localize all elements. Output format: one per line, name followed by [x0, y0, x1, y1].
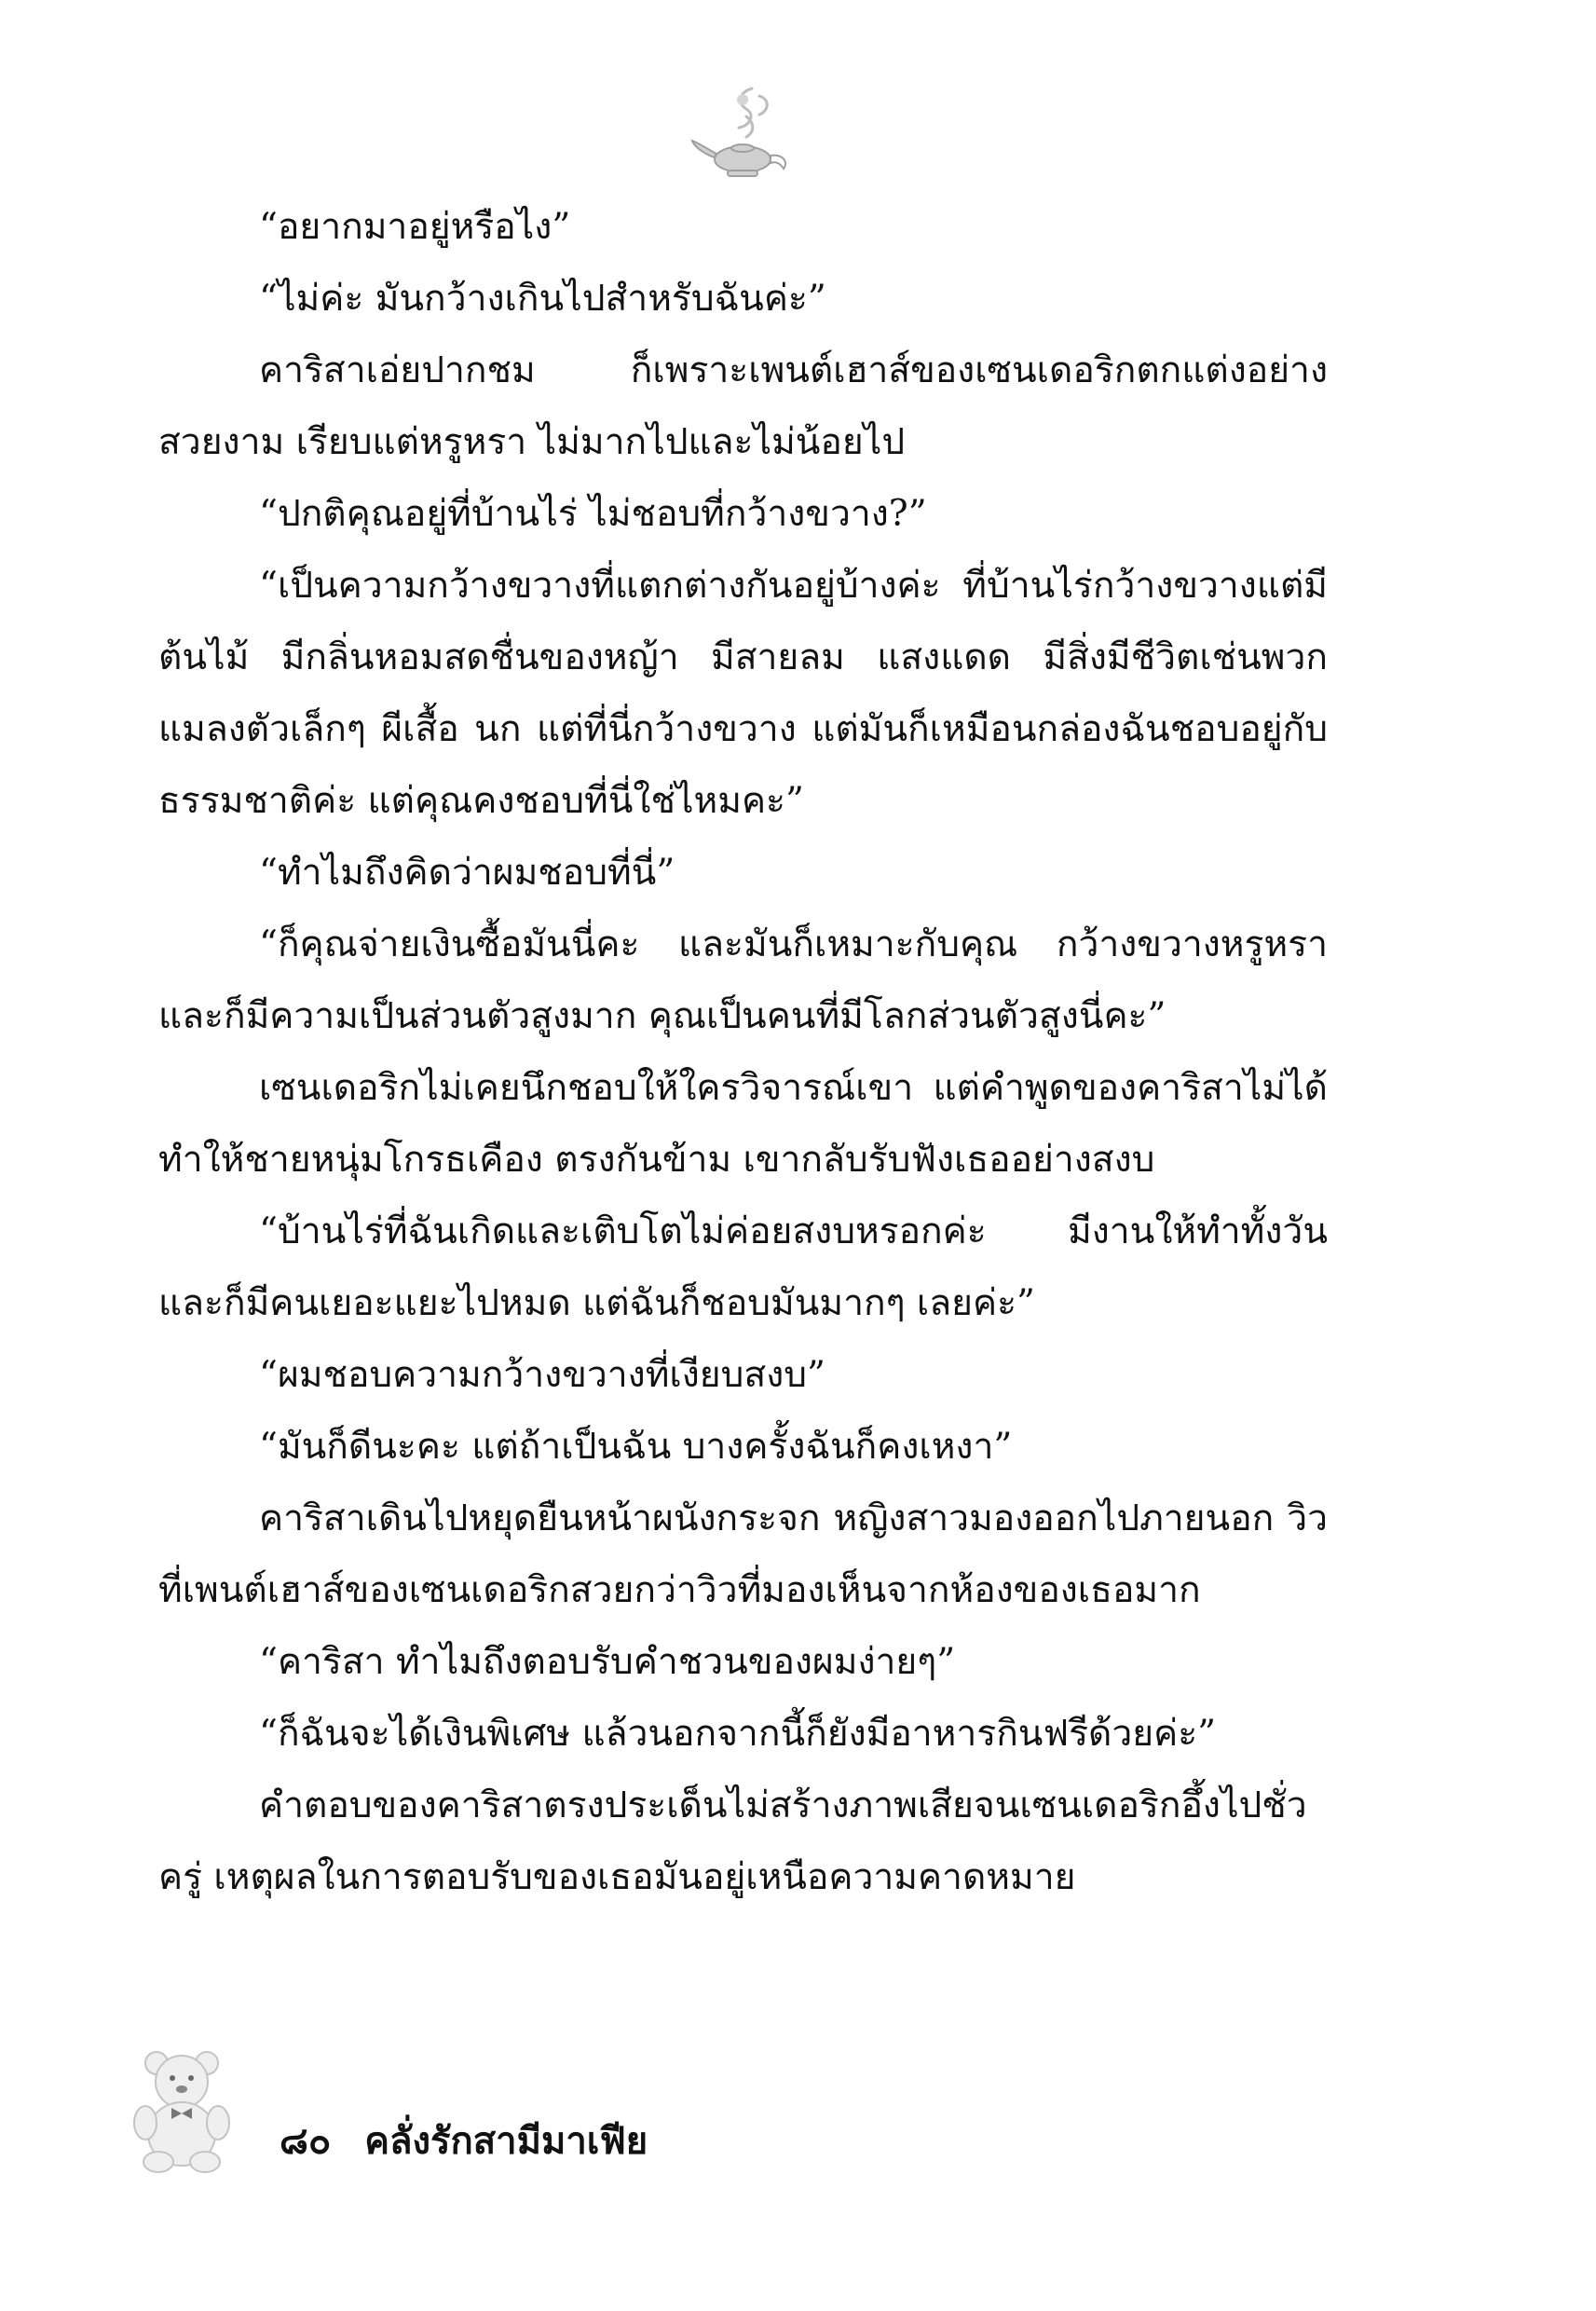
paragraph: “ผมชอบความกว้างขวางที่เงียบสงบ”: [259, 1354, 825, 1396]
paragraph: คำตอบของคาริสาตรงประเด็นไม่สร้างภาพเสียจนเซนเดอริกอึ้งไปชั่วครู่ เหตุผลในการตอบรับของเธอมันอยู่เหนือความคาดหมาย: [158, 1785, 1307, 1898]
chapter-body: [158, 191, 1328, 1913]
paragraph: คาริสาเอ่ยปากชม ก็เพราะเพนต์เฮาส์ของเซนเดอริกตกแต่งอย่างสวยงาม เรียบแต่หรูหรา ไม่มากไปและไม่น้อยไป: [158, 349, 1328, 463]
paragraph: “อยากมาอยู่หรือไง”: [259, 206, 571, 248]
teddy-bear-icon: [130, 2043, 233, 2173]
paragraph: “ไม่ค่ะ มันกว้างเกินไปสำหรับฉันค่ะ”: [259, 278, 826, 320]
paragraph: คาริสาเดินไปหยุดยืนหน้าผนังกระจก หญิงสาวมองออกไปภายนอก วิวที่เพนต์เฮาส์ของเซนเดอริกสวยกว่าวิวที่มองเห็นจากห้องของเธอมาก: [158, 1497, 1328, 1611]
paragraph: “มันก็ดีนะคะ แต่ถ้าเป็นฉัน บางครั้งฉันก็คงเหงา”: [259, 1426, 1013, 1468]
paragraph: “ก็คุณจ่ายเงินซื้อมันนี่คะ และมันก็เหมาะกับคุณ กว้างขวางหรูหรา และก็มีความเป็นส่วนตัวสูงมาก คุณเป็นคนที่มีโลกส่วนตัวสูงนี่คะ”: [158, 923, 1328, 1037]
paragraph: เซนเดอริกไม่เคยนึกชอบให้ใครวิจารณ์เขา แต่คำพูดของคาริสาไม่ได้ทำให้ชายหนุ่มโกรธเคือง ตรงกันข้าม เขากลับรับฟังเธออย่างสงบ: [158, 1067, 1328, 1181]
paragraph: “เป็นความกว้างขวางที่แตกต่างกันอยู่บ้างค่ะ ที่บ้านไร่กว้างขวางแต่มีต้นไม้ มีกลิ่นหอมสดชื่นของหญ้า มีสายลม แสงแดด มีสิ่งมีชีวิตเช่นพวกแมลงตัวเล็กๆ ผีเสื้อ นก แต่ที่นี่กว้างขวาง แต่มันก็เหมือนกล่องฉันชอบอยู่กับธรรมชาติค่ะ แต่คุณคงชอบที่นี่ใช่ไหมคะ”: [158, 565, 1328, 822]
paragraph: “คาริสา ทำไมถึงตอบรับคำชวนของผมง่ายๆ”: [259, 1641, 956, 1683]
paragraph: “บ้านไร่ที่ฉันเกิดและเติบโตไม่ค่อยสงบหรอกค่ะ มีงานให้ทำทั้งวัน และก็มีคนเยอะแยะไปหมด แต่ฉันก็ชอบมันมากๆ เลยค่ะ”: [158, 1210, 1328, 1324]
page-number: ๘๐: [280, 2120, 332, 2163]
teapot-genie-icon: [685, 79, 806, 191]
paragraph: “ก็ฉันจะได้เงินพิเศษ แล้วนอกจากนี้ก็ยังมีอาหารกินฟรีด้วยค่ะ”: [259, 1713, 1217, 1755]
paragraph: “ทำไมถึงคิดว่าผมชอบที่นี่”: [259, 852, 675, 894]
book-title: คลั่งรักสามีมาเฟีย: [364, 2120, 648, 2163]
page-footer: [280, 2111, 648, 2170]
paragraph: “ปกติคุณอยู่ที่บ้านไร่ ไม่ชอบที่กว้างขวาง?”: [259, 493, 927, 535]
